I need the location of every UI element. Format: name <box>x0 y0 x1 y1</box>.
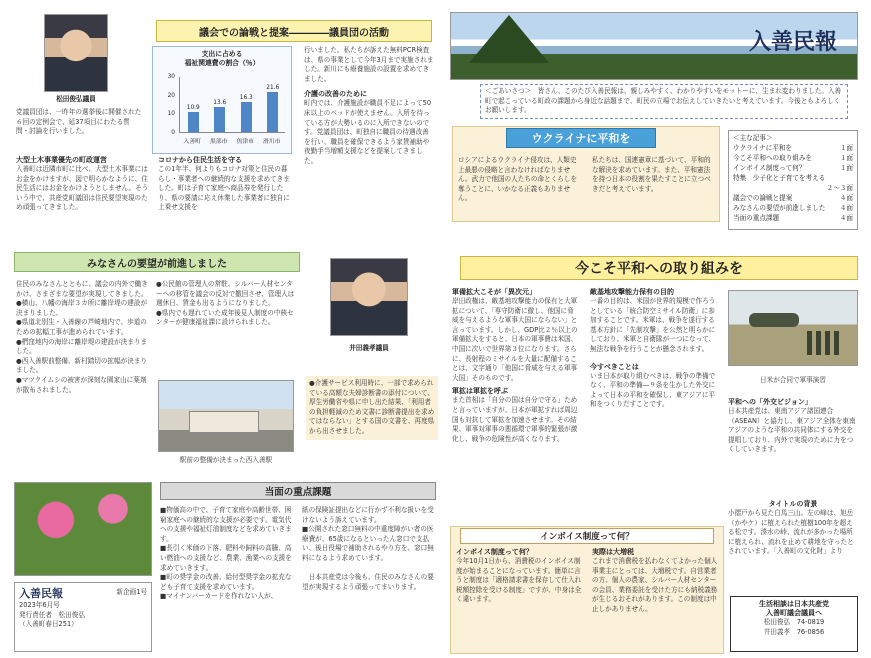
toc-item-title: ウクライナに平和を <box>733 144 793 152</box>
peace-s5-heading: 平和への「外交ビジョン」 <box>728 398 812 406</box>
requests-col2: ●公民館の管理人の常駐、シルバー人材センターへの移管を議会の反対で撤回させ、管理人は週休日、賃金も出るようになりました。 ●県内でも遅れていた成年後見人制度の中核センターが健康福祉課に設けられました。 <box>156 280 295 327</box>
consult-box <box>730 596 858 652</box>
peace-banner: 今こそ平和への取り組みを <box>460 256 858 280</box>
chart-y-tick: 0 <box>171 130 175 136</box>
toc-item-title: 特集 少子化と子育てを考える <box>733 174 826 182</box>
peace-col1 <box>452 288 580 444</box>
toc-list <box>733 143 853 223</box>
peace-s1-heading: 軍備拡大こそが「異次元」 <box>452 288 536 296</box>
title-bg-heading: タイトルの背景 <box>768 500 818 508</box>
chart-data-label: 21.6 <box>266 84 280 91</box>
chart-bar <box>241 102 252 132</box>
activity-col2 <box>158 156 294 213</box>
station-photo <box>158 380 294 452</box>
consult-contact-1: 松田俊弘 74-0819 <box>763 618 825 626</box>
toc-item-title: 議会での論戦と提案 <box>733 194 793 202</box>
colophon-title: 入善民報 <box>19 587 63 600</box>
toc-item-page: ２～３面 <box>826 184 853 192</box>
invoice-banner: インボイス制度って何？ <box>460 528 714 544</box>
invoice-c1-text: 今年10月1日から、消費税のインボイス制度が始まることになっています。簡単に言うと制度は「適格請求書を保存して仕入れ税額控除を受ける制度」ですが、中身は全く違います。 <box>456 557 582 604</box>
colophon-date: 2023年6月号 <box>19 601 60 609</box>
activity-col1-heading: 大型土木事業優先の町政運営 <box>16 156 107 164</box>
ukraine-text-2: 私たちは、国連憲章に基づいて、平和的な解決を求めています。また、平和憲法を持つ日本の役割を果たすことに立つべきだと考えています。 <box>592 156 711 193</box>
chart-y-axis <box>157 74 177 136</box>
chart-category-label: 滑川市 <box>263 139 281 145</box>
chart-data-label: 10.9 <box>186 104 200 111</box>
peace-s5-text: 日本共産党は、東南アジア諸国連合（ASEAN）と協力し、東アジア全体を東南アジアのような平和の共同体にする外交を提唱しており、内外で実現のために力をつくしていきます。 <box>728 407 856 454</box>
building-icon <box>189 411 259 433</box>
matsuda-name: 松田俊弘議員 <box>56 95 96 103</box>
masthead-title: 入善民報 <box>748 29 837 55</box>
toc-item-title: みなさんの要望が前進しました <box>733 204 826 212</box>
ukraine-banner: ウクライナに平和を <box>506 128 656 148</box>
colophon-issue: 新企画1号 <box>116 588 147 597</box>
station-caption: 駅前の整備が決まった西入善駅 <box>179 456 273 464</box>
intro-text: 党議員団は、一昨年の選挙後に開催された６回の定例会で、延37項目にわたる質問・討論を行いました。 <box>16 108 142 136</box>
consult-heading-1: 生活相談は日本共産党 <box>759 600 829 608</box>
consult-contact-2: 井田義孝 76-0856 <box>763 627 825 636</box>
toc-item-page: ４面 <box>839 214 853 222</box>
toc-item-title: 当面の重点課題 <box>733 214 780 222</box>
title-bg-text: 小摺戸から見た白馬三山。左の峰は、旭岳（かやケ）に植えられた植樹100年を超える松です。湊水の峠、流れが多かった場所に植えられ、流れを止めて耕地を守ったとされています。「入善町の文化財」より <box>728 509 854 556</box>
issues-col2: 紙の保険証提出などに行かず不利な扱いを受けないよう訴えています。 ■公開された窓口無料の中重度障がい者の医療費が、65歳になるといったん窓口で支払い、後日役場で補助されるやり方を、窓口無料になるよう求めています。 日本共産党は今後も、住民のみなさんの要望が実現するよう頑張ってまいります。 <box>302 506 434 591</box>
chart-data-label: 13.6 <box>213 99 227 106</box>
ukraine-text-1: ロシアによるウクライナ侵攻は、人類史上最悪の侵略と言わなければなりません。武力で他国の人たちの命とくらしを奪うことに、いかなる正義もありません。 <box>458 156 578 203</box>
toc-item-page: １面 <box>839 144 853 152</box>
chart-category-label: 魚津市 <box>236 139 254 145</box>
toc-item-title: インボイス制度って何？ <box>733 164 806 172</box>
chart-x-axis <box>179 136 285 146</box>
chart-bar <box>188 112 199 132</box>
chart-title-1: 支出に占める <box>201 50 243 58</box>
colophon <box>14 582 152 652</box>
activity-col3 <box>304 46 434 167</box>
peace-s4-heading: 今すべきことは <box>590 362 639 371</box>
toc-heading: ＜主な記事＞ <box>733 134 773 142</box>
invoice-c1-heading: インボイス制度って何？ <box>456 548 533 556</box>
toc-item <box>733 183 853 193</box>
toc-item-page: １面 <box>839 154 853 162</box>
invoice-c2-heading: 実際は大増税 <box>592 548 634 556</box>
toc-item-page: １面 <box>839 164 853 172</box>
soldiers-icon <box>807 331 841 355</box>
toc-item-page: ４面 <box>839 204 853 212</box>
activity-col3-text-1: 行いました。私たちが訴えた無料PCR検査は、県の事業として今年3月まで実施されました。新川にも療養施設の設置を求めてきました。 <box>304 46 434 83</box>
activity-col2-text: この1年半、何よりもコロナ対策と住民の暮らし・事業者への継続的な支援を求めてきました。町は子育て家庭へ商品券を発行したり、県の要請に応え休業した事業者に独自に上乗せ支援を <box>158 165 290 212</box>
toc-item-title: 今こそ平和への取り組みを <box>733 154 813 162</box>
activity-col2-heading: コロナから住民生活を守る <box>158 156 242 164</box>
toc-item <box>733 173 853 183</box>
chart-category-label: 黒部市 <box>210 139 228 145</box>
toc-item <box>733 213 853 223</box>
chart-y-tick: 30 <box>167 74 175 80</box>
invoice-col2 <box>592 548 720 615</box>
exercise-caption: 日米が合同で軍事演習 <box>760 376 826 384</box>
toc-item <box>733 203 853 213</box>
activity-col1 <box>16 156 152 213</box>
peace-s3-text: 一番の目的は、米国が世界的規模で作ろうとしている「統合防空ミサイル防衛」に参加することです。米軍は、戦争を遂行する基本方針に「先制攻撃」を公然と明らかにしており、米軍と自衛隊が一つになって、無法な戦争を行うことが懸念されます。 <box>590 297 716 353</box>
ida-name: 井田義孝議員 <box>349 344 389 352</box>
activity-col3-heading: 介護の改善のために <box>304 90 367 99</box>
table-of-contents <box>728 130 858 230</box>
toc-item <box>733 153 853 163</box>
chart-bar <box>214 107 225 132</box>
greeting-text: ＜ごあいさつ＞ 皆さん、このたび入善民報は、親しみやすく、わかりやすいをモットーに、生まれ変わりました。入善町で起こっている町政の課題から身近な話題まで、町民の立場でお伝えしていきたいと考えています。今後ともよろしくお願いします。 <box>480 84 848 119</box>
colophon-address: （入善町春日251） <box>19 620 78 629</box>
peace-s2-text: また首相は「自分の国は自分で守る」ためと言っていますが、日本が軍拡すれば周辺国も対抗して軍拡を加速させます。その結果、軍事対軍事の悪循環で軍事的緊張が激化し、戦争の危険性が高くなります。 <box>452 396 578 443</box>
peace-s1-text: 岸田政権は、敵基地攻撃能力の保有と大軍拡について、「専守防衛に徹し、他国に脅威を与えるような軍事大国にならない」と言っています。しかし、GDP比２％以上の軍備拡大をすると、日本の軍事費は米国、中国に次いで世界第３位になります。さらに、長射程のミサイルを大量に配備することは、文字通り「他国に脅威を与える軍事大国」そのものです。 <box>452 297 578 382</box>
peace-s4-text: いま日本が取り組むべきは、戦争の準備でなく、平和の準備―９条を生かした外交によって日本の平和を確保し、東アジアに平和をつくりだすことです。 <box>590 371 716 409</box>
activity-banner: 議会での論戦と提案――――議員団の活動 <box>156 20 432 42</box>
activity-col3-text-2: 町内では、介護施設が職員不足によって50床以上のベッドが使えません。入所を待っている方が大勢いるのに入所できないのです。党議員団は、町独自に職員の待遇改善を行い、職員を確保できるよう家賃補助や夜勤手当増額支援などを提案してきました。 <box>304 99 432 165</box>
chart-y-tick: 20 <box>167 92 175 99</box>
toc-item <box>733 143 853 153</box>
welfare-chart <box>152 46 292 154</box>
ida-photo <box>330 258 408 336</box>
peace-s3-heading: 敵基地攻撃能力保有の目的 <box>590 288 674 296</box>
colophon-publisher: 発行責任者 松田俊弘 <box>19 610 85 619</box>
requests-banner: みなさんの要望が前進しました <box>14 252 300 272</box>
consult-heading-2: 入善町議会議員へ <box>766 609 822 617</box>
toc-item-page: ４面 <box>839 194 853 202</box>
exercise-photo <box>728 290 858 366</box>
requests-col3: ●介護サービス利用時に、一部で求められている高額な夫婦診断書の添付について、厚生労働省や県に申し出た結果、「利用者の負担軽減のため文書に診断書提出を求めてはならない」とする国の文書を、再度県から出させました。 <box>306 376 438 440</box>
activity-col1-text: 入善町は近隣市町に比べ、大型土木事業にはお金をかけますが、図で明らかなように、住民生活にはお金をかけようとしません。そういう中で、共産党町議団は住民要望実現のため頑張ってきました。 <box>16 165 149 212</box>
toc-item <box>733 193 853 203</box>
peony-photo <box>14 482 152 576</box>
chart-plot-area <box>179 77 285 133</box>
helicopter-icon <box>749 313 799 327</box>
chart-bar <box>267 92 278 132</box>
issues-col1: ■物価高の中で、子育て家庭や高齢世帯、困窮家庭への継続的な支援が必要です。電気代への支援や福祉灯油制度などを求めていきます。 ■長引く米価の下落、肥料や飼料の高騰、高い燃油への支援など、農業、漁業への支援を求めていきます。 ■町の奨学金の改善、給付型奨学金の拡充なども子育て支援を求めています。 ■マイナンバーカードを作れない人が、 <box>160 506 292 601</box>
chart-data-label: 16.3 <box>239 94 253 101</box>
toc-item <box>733 163 853 173</box>
chart-title-2: 福祉関連費の割合（％） <box>184 59 260 67</box>
matsuda-photo <box>44 14 108 92</box>
chart-category-label: 入善町 <box>183 139 201 145</box>
requests-col1: 住民のみなさんとともに、議会の内外で働きかけ、さまざまな要望が実現してきました。 ●横山、八幡の海岸３カ所に離岸堤の建設が決まりました。 ●県道北別生・入善線の芦崎地内で、歩道のための拡幅工事が進められています。 ●椚窪地内の海岸に離岸堤の建設が決まりました。 ●西入善駅前整備、新村踏切の拡幅が決まりました。 ●マツクイムシの被害が深刻な園家山に薬剤が散布されました。 <box>16 280 148 394</box>
pine-tree-icon <box>469 15 549 63</box>
peace-col2 <box>590 288 718 410</box>
invoice-col1 <box>456 548 584 605</box>
chart-y-tick: 10 <box>167 111 175 118</box>
masthead-image <box>450 12 858 80</box>
peace-col3 <box>728 398 858 455</box>
issues-banner: 当面の重点課題 <box>160 482 436 500</box>
peace-s2-heading: 軍拡は軍拡を呼ぶ <box>452 387 508 396</box>
title-background <box>728 500 858 584</box>
invoice-c2-text: これまで消費税を払わなくてよかった個人事業主にとっては、大増税です。自営業者の方、個人の農家、シルバー人材センターの会員、業務委託を受けた方にも納税義務が生じるおそれがあります。この制度は中止しかありません。 <box>592 557 718 613</box>
